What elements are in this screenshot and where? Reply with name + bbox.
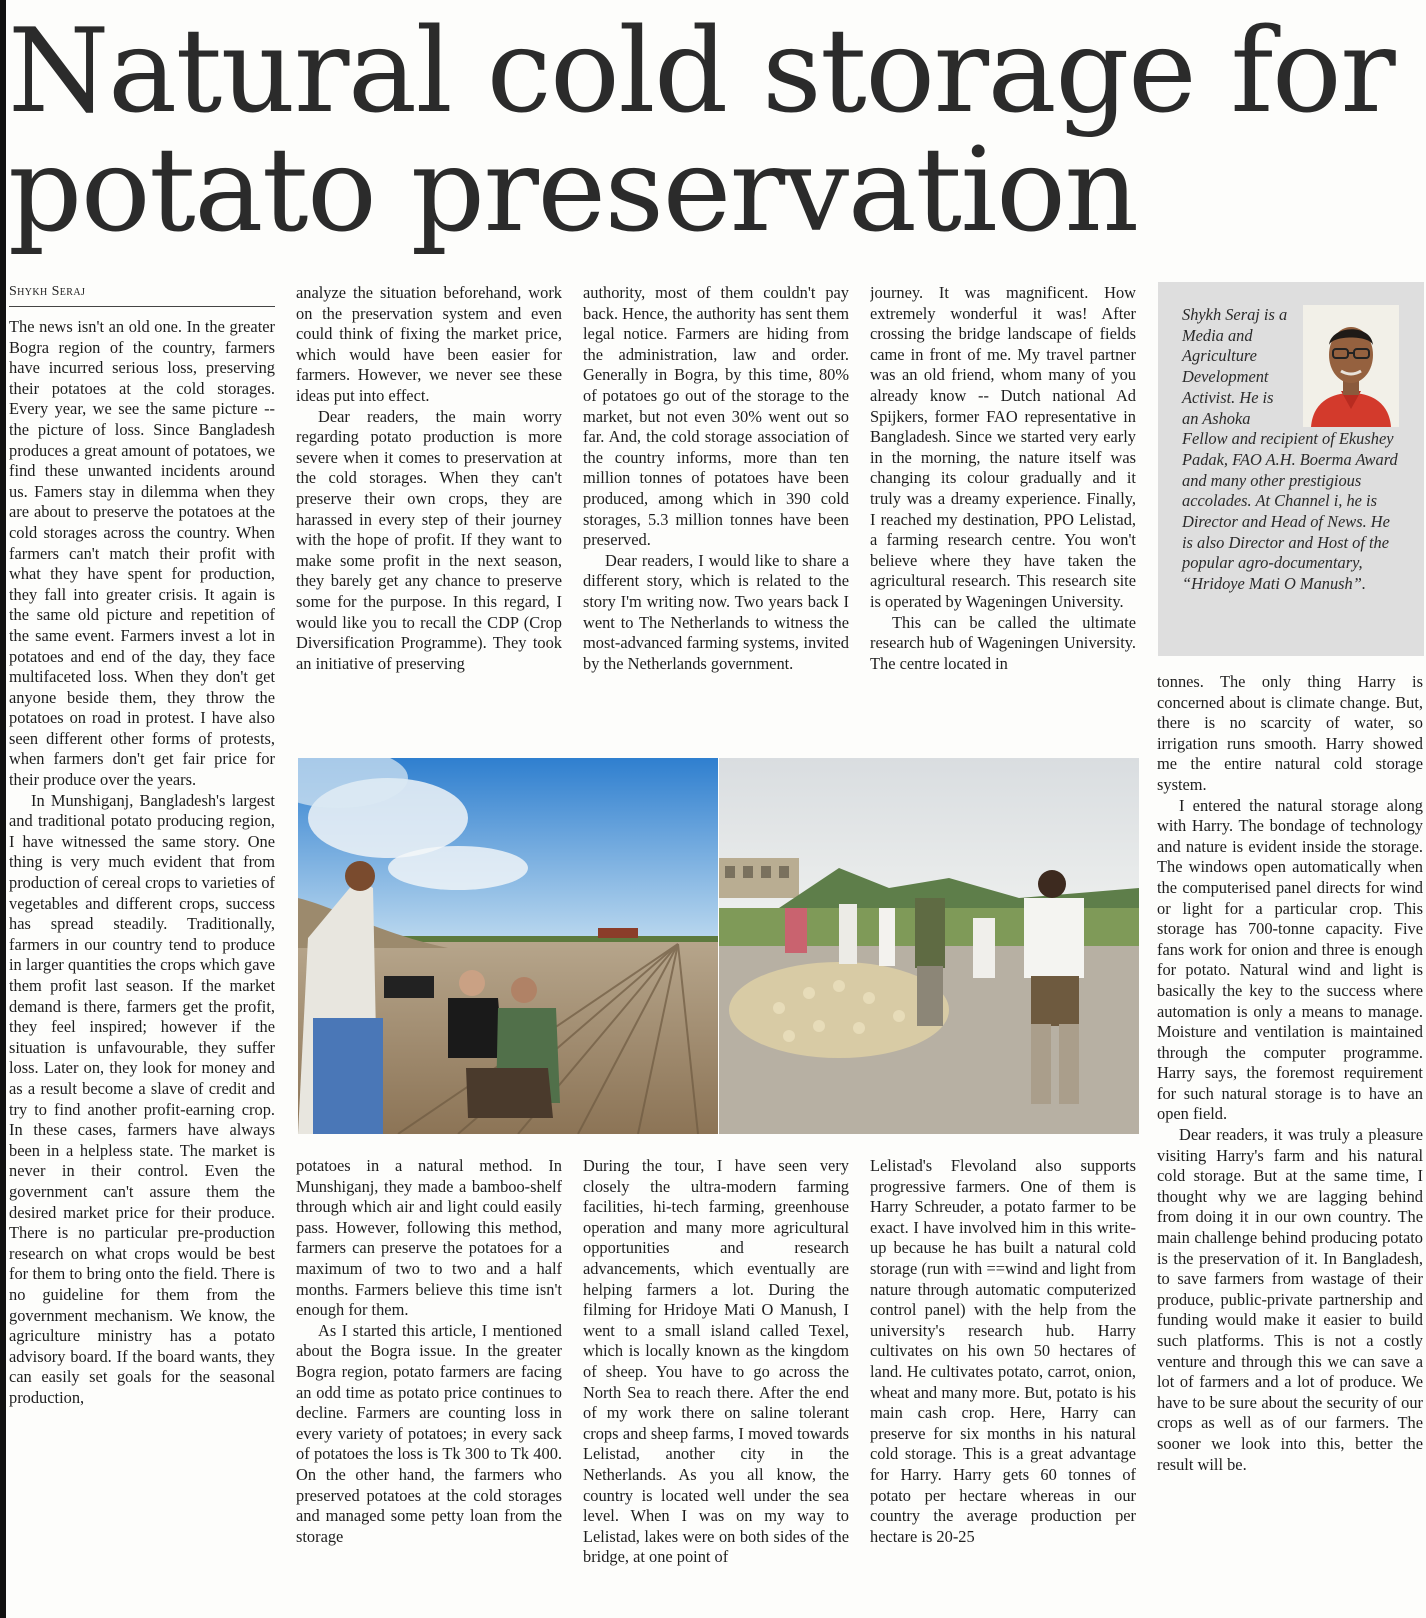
column-3-top	[583, 283, 849, 736]
page-edge-bar	[0, 0, 6, 1618]
column-2-top	[296, 283, 562, 736]
paragraph: authority, most of them couldn't pay back. Hence, the authority has sent them legal notice. Farmers are hiding from the administration, law and order. Generally in Bogra, by this time, 80% of potatoes go out of the storage to the market, but not even 30% went out so far. And, the cold storage association of the country informs, more than ten million tonnes of potatoes have been produced, among which in 390 cold storages, 5.3 million tonnes have been preserved.	[583, 283, 849, 550]
paragraph: I entered the natural storage along with Harry. The bondage of technology and nature is evident inside the storage. The windows open automatically when the computerised panel directs for wind or light for a particular crop. This storage has 700-tonne capacity. Five fans work for onion and three is enough for potato. Natural wind and light is basically the key to the success where automation is only a means to manage. Moisture and ventilation is maintained through the computer programme. Harry says, the foremost requirement for such natural storage is to have an open field.	[1157, 795, 1423, 1124]
paragraph: analyze the situation beforehand, work on the preservation system and even could think of fixing the market price, which would have been easier for farmers. However, we never see these ideas put into effect.	[296, 283, 562, 405]
photo-bangladesh-potato-field	[719, 758, 1139, 1134]
paragraph: Dear readers, it was truly a pleasure visiting Harry's farm and his natural cold storage. But at the same time, I thought why we are lagging behind from doing it in our own country. The main challenge behind producing potato is the preservation of it. In Bangladesh, to save farmers from wastage of their produce, public-private partnership and funding would make it easier to build such platforms. This is not a costly venture and through this we can save a lot of farmers and a lot of produce. We have to be sure about the security of our crops as well as of our farmers. The sooner we look into this, better the result will be.	[1157, 1125, 1423, 1474]
paragraph: Dear readers, I would like to share a different story, which is related to the story I'm writing now. Two years back I went to The Netherlands to witness the most-advanced farming systems, invited by the Netherlands government.	[583, 550, 849, 673]
author-name: Shykh Seraj	[9, 284, 86, 299]
paragraph: In Munshiganj, Bangladesh's largest and traditional potato producing region, I have witnessed the same story. One thing is very much evident that from production of cereal crops to varieties of vegetables and different crops, success has spread steadily. Traditionally, farmers in our country tend to produce in larger quantities the crops which gave them profit last season. If the market demand is there, farmers get the profit, they feel inspired; however if the situation is unfavourable, they suffer loss. Later on, they look for money and as a result become a slave of credit and try to find another profit-earning crop. In these cases, farmers have always been in a helpless state. The market is never in their control. Even the government can't assure them the desired market price for their produce. There is no particular pre-production research on what crops would be best for them to bring onto the field. There is no guideline for them from the government mechanism. We know, the agriculture ministry has a potato advisory board. If the board wants, they can easily set goals for the seasonal production,	[9, 790, 275, 1407]
author-bio-text: Shykh Seraj is a Media and Agriculture Development Activist. He is an Ashoka Fellow and recipient of Ekushey Padak, FAO A.H. Boerma Award and many other prestigious accolades. At Channel i, he is Director and Head of News. He is also Director and Host of the popular agro-documentary, “Hridoye Mati O Manush”.	[1182, 305, 1398, 594]
paragraph: Lelistad's Flevoland also supports progressive farmers. One of them is Harry Schreuder, a potato farmer to be exact. I have involved him in this write-up because he has built a natural cold storage (run with ==wind and light from nature through automatic computerized control panel) with the help from the university's research hub. Harry cultivates on his own 50 hectares of land. He cultivates potato, carrot, onion, wheat and many more. But, potato is his main cash crop. Here, Harry can preserve for six months in his natural cold storage. This is a great advantage for Harry. Harry gets 60 tonnes of potato per hectare whereas in our country the average production per hectare is 20-25	[870, 1156, 1136, 1546]
paragraph: This can be called the ultimate research hub of Wageningen University. The centre located in	[870, 612, 1136, 673]
paragraph: As I started this article, I mentioned about the Bogra issue. In the greater Bogra region, potato farmers are facing an odd time as potato price continues to decline. Farmers are counting loss in every variety of potatoes; in every sack of potatoes the loss is Tk 300 to Tk 400. On the other hand, the farmers who preserved potatoes at the cold storages and managed some petty loan from the storage	[296, 1320, 562, 1546]
column-4-bottom	[870, 1156, 1136, 1594]
author-portrait	[1303, 305, 1399, 427]
paragraph: tonnes. The only thing Harry is concerned about is climate change. But, there is no scarcity of water, so irrigation runs smooth. Harry showed me the entire natural cold storage system.	[1157, 672, 1423, 794]
paragraph: Dear readers, the main worry regarding potato production is more severe when it comes to preservation at the cold storages. When they can't preserve their own crops, they are harassed in every step of their journey with the hope of profit. If they want to make some profit in the next season, they barely get any chance to preserve some for the purpose. In this regard, I would like you to recall the CDP (Crop Diversification Programme). They took an initiative of preserving	[296, 406, 562, 673]
column-3-bottom	[583, 1156, 849, 1594]
author-bio-box	[1158, 282, 1424, 656]
headline: Natural cold storage for potato preservation	[8, 4, 1395, 259]
column-4-top	[870, 283, 1136, 736]
byline	[9, 284, 275, 307]
column-2-bottom	[296, 1156, 562, 1594]
paragraph: journey. It was magnificent. How extremely wonderful it was! After crossing the bridge landscape of fields came in front of me. My travel partner was an old friend, whom many of you already know -- Dutch national Ad Spijkers, former FAO representative in Bangladesh. Since we started very early in the morning, the nature itself was changing its colour gradually and it truly was a dreamy experience. Finally, I reached my destination, PPO Lelistad, a farming research centre. You won't believe where they have taken the agricultural research. This research site is operated by Wageningen University.	[870, 283, 1136, 611]
column-1	[9, 317, 275, 1593]
paragraph: The news isn't an old one. In the greater Bogra region of the country, farmers have incurred serious loss, preserving their potatoes at the cold storages. Every year, we see the same picture -- the picture of loss. Since Bangladesh produces a great amount of potatoes, we find these unwanted incidents around us. Famers stay in dilemma when they are about to preserve the potatoes at the cold storages across the country. When farmers can't match their profit with what they have spent for production, they fall into greater crisis. It again is the same old picture and repetition of the same event. Farmers invest a lot in potatoes and end of the day, they face multifaceted loss. When they don't get anyone beside them, they throw the potatoes on road in protest. I have also seen different other forms of protests, when farmers don't get fair price for their produce over the years.	[9, 317, 275, 790]
photo-netherlands-field	[298, 758, 718, 1134]
paragraph: During the tour, I have seen very closely the ultra-modern farming facilities, hi-tech farming, greenhouse operation and many more agricultural opportunities and research advancements, which eventually are helping farmers a lot. During the filming for Hridoye Mati O Manush, I went to a small island called Texel, which is locally known as the kingdom of sheep. You have to go across the North Sea to reach there. After the end of my work there on saline tolerant crops and sheep farms, I moved towards Lelistad, another city in the Netherlands. As you all know, the country is located well under the sea level. When I was on my way to Lelistad, lakes were on both sides of the bridge, at one point of	[583, 1156, 849, 1567]
column-5	[1157, 672, 1423, 1594]
paragraph: potatoes in a natural method. In Munshiganj, they made a bamboo-shelf through which air and light could easily pass. However, following this method, farmers can preserve the potatoes for a maximum of two to two and a half months. Farmers believe this time isn't enough for them.	[296, 1156, 562, 1320]
